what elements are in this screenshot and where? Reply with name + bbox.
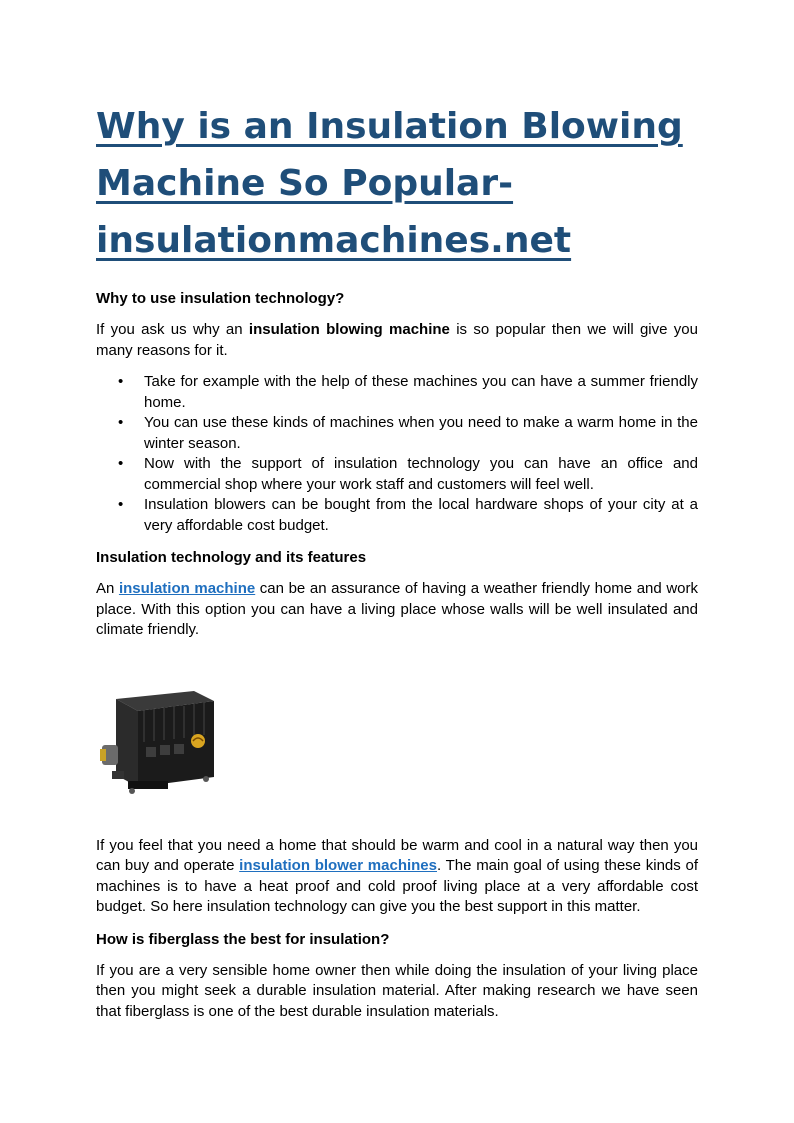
intro-paragraph (96, 320, 698, 361)
features-paragraph (96, 579, 698, 641)
reasons-list (96, 372, 698, 536)
list-item-text: You can use these kinds of machines when you need to make a warm home in the winter season. (144, 414, 698, 452)
title-line-2: Machine So Popular- (96, 163, 514, 204)
title-line-1: Why is an Insulation Blowing (96, 106, 683, 147)
insulation-machine-image (98, 687, 224, 803)
section-heading-why-use: Why to use insulation technology? (96, 290, 345, 307)
fiberglass-paragraph: If you are a very sensible home owner then while doing the insulation of your living place then you might seek a durable insulation material. After making research we have seen that fiberglass is one of the best durable insulation materials. (96, 961, 698, 1020)
intro-bold-term: insulation blowing machine (248, 321, 450, 338)
insulation-machine-link[interactable]: insulation machine (118, 580, 256, 597)
document-body (96, 98, 698, 1022)
page-title (96, 98, 698, 269)
list-item (96, 413, 698, 454)
blower-paragraph (96, 836, 698, 918)
list-item (96, 495, 698, 536)
bullet-icon: • (118, 414, 124, 431)
intro-text-end: is so popular then we will give you many reasons for it. (96, 321, 698, 359)
title-line-3: insulationmachines.net (96, 220, 572, 261)
bullet-icon: • (118, 373, 124, 390)
list-item (96, 454, 698, 495)
intro-text-start: If you ask us why an (96, 321, 249, 338)
section-heading-fiberglass: How is fiberglass the best for insulation? (96, 930, 390, 948)
list-item (96, 372, 698, 413)
list-item-text: Now with the support of insulation technology you can have an office and commercial shop where your work staff and customers will feel well. (144, 455, 698, 493)
list-item-text: Take for example with the help of these machines you can have a summer friendly home. (144, 373, 698, 411)
bullet-icon: • (118, 496, 124, 513)
insulation-blower-machines-link[interactable]: insulation blower machines (239, 857, 437, 874)
blower-text-start: If you feel that you need a home that should be warm and cool in a natural way then you can buy and operate (96, 836, 698, 874)
features-text-end: can be an assurance of having a weather friendly home and work place. With this option you can have a living place whose walls will be well insulated and climate friendly. (96, 580, 699, 638)
list-item-text: Insulation blowers can be bought from the local hardware shops of your city at a very affordable cost budget. (144, 496, 698, 534)
features-text-start: An (96, 580, 119, 597)
bullet-icon: • (118, 455, 124, 472)
section-heading-features: Insulation technology and its features (96, 549, 367, 566)
blower-text-end: . The main goal of using these kinds of machines is to have a heat proof and cold proof living place at a very affordable cost budget. So here insulation technology can give you the best support in this matter. (96, 857, 698, 915)
